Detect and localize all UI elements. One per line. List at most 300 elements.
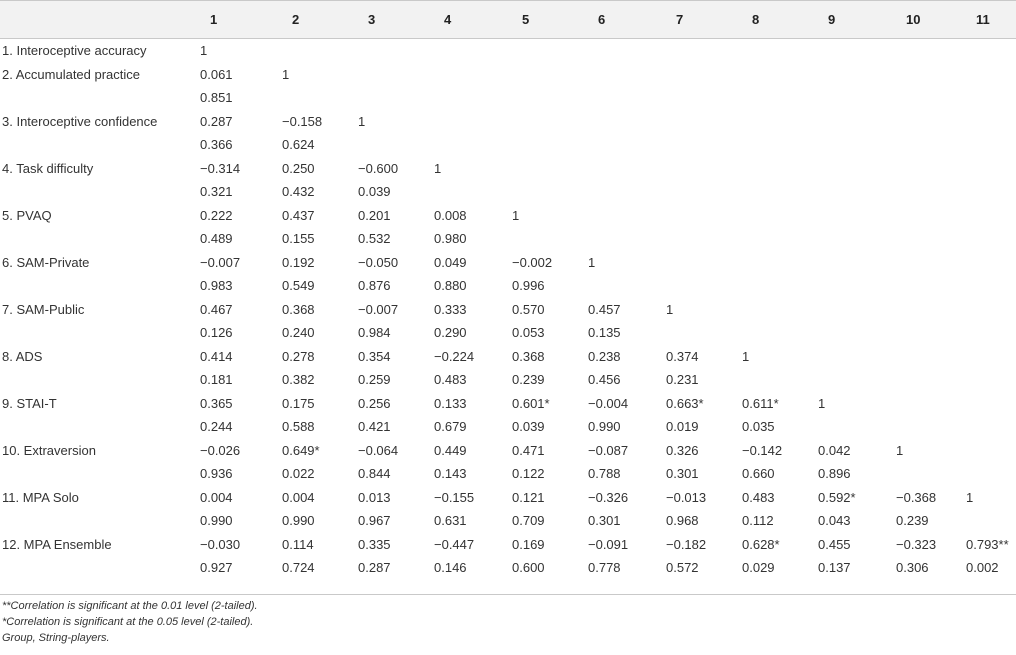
correlation-cell: 1 bbox=[358, 113, 366, 129]
table-row bbox=[0, 345, 1016, 369]
p-value-cell bbox=[952, 180, 1016, 204]
p-value-cell: 0.155 bbox=[282, 231, 315, 246]
correlation-cell bbox=[652, 39, 728, 63]
p-value-cell: 0.287 bbox=[358, 560, 391, 575]
p-value-cell: 0.990 bbox=[588, 419, 621, 434]
p-value-cell bbox=[498, 86, 574, 110]
correlation-cell: −0.368 bbox=[896, 489, 937, 505]
correlation-cell: −0.064 bbox=[358, 442, 399, 458]
correlation-cell: 0.354 bbox=[358, 348, 391, 364]
p-value-cell bbox=[882, 86, 952, 110]
table-row bbox=[0, 392, 1016, 416]
correlation-cell: 0.649* bbox=[282, 442, 320, 458]
header-cell-10: 10 bbox=[882, 1, 952, 39]
correlation-cell: 0.437 bbox=[282, 207, 315, 223]
row-label-empty bbox=[0, 556, 186, 580]
correlation-cell bbox=[574, 63, 652, 87]
correlation-cell: 0.042 bbox=[818, 442, 851, 458]
correlation-cell: −0.007 bbox=[200, 254, 241, 270]
p-value-cell: 0.983 bbox=[200, 278, 233, 293]
p-value-cell: 0.456 bbox=[588, 372, 621, 387]
correlation-cell bbox=[652, 157, 728, 181]
p-value-cell: 0.231 bbox=[666, 372, 699, 387]
p-value-cell: 0.301 bbox=[666, 466, 699, 481]
p-value-cell bbox=[652, 86, 728, 110]
correlation-cell: 0.457 bbox=[588, 301, 621, 317]
correlation-cell: 0.455 bbox=[818, 536, 851, 552]
row-label: 4. Task difficulty bbox=[2, 160, 94, 176]
p-value-cell: 0.844 bbox=[358, 466, 391, 481]
row-label: 2. Accumulated practice bbox=[2, 66, 141, 82]
table-row bbox=[0, 415, 1016, 439]
p-value-cell: 0.022 bbox=[282, 466, 315, 481]
correlation-cell bbox=[652, 204, 728, 228]
row-label-empty bbox=[0, 509, 186, 533]
p-value-cell: 0.321 bbox=[200, 184, 233, 199]
correlation-cell bbox=[882, 63, 952, 87]
correlation-cell bbox=[420, 110, 498, 134]
correlation-cell bbox=[344, 39, 420, 63]
correlation-cell bbox=[574, 157, 652, 181]
p-value-cell: 0.035 bbox=[742, 419, 775, 434]
correlation-cell: 0.335 bbox=[358, 536, 391, 552]
header-cell-3: 3 bbox=[344, 1, 420, 39]
correlation-cell bbox=[804, 204, 882, 228]
correlation-cell bbox=[574, 39, 652, 63]
correlation-cell bbox=[652, 63, 728, 87]
correlation-cell bbox=[498, 63, 574, 87]
p-value-cell bbox=[344, 133, 420, 157]
correlation-cell bbox=[574, 204, 652, 228]
p-value-cell: 0.239 bbox=[896, 513, 929, 528]
p-value-cell bbox=[804, 368, 882, 392]
p-value-cell bbox=[652, 274, 728, 298]
p-value-cell: 0.660 bbox=[742, 466, 775, 481]
header-cell-9: 9 bbox=[804, 1, 882, 39]
correlation-cell bbox=[882, 110, 952, 134]
correlation-cell bbox=[652, 251, 728, 275]
correlation-cell: −0.007 bbox=[358, 301, 399, 317]
row-label-empty bbox=[0, 133, 186, 157]
p-value-cell bbox=[652, 180, 728, 204]
footnote-significance-001: **Correlation is significant at the 0.01 level (2-tailed). bbox=[2, 600, 258, 612]
correlation-cell bbox=[952, 298, 1016, 322]
p-value-cell bbox=[804, 227, 882, 251]
p-value-cell: 0.135 bbox=[588, 325, 621, 340]
correlation-cell bbox=[728, 110, 804, 134]
table-row bbox=[0, 533, 1016, 557]
correlation-cell bbox=[574, 110, 652, 134]
correlation-cell: 0.483 bbox=[742, 489, 775, 505]
p-value-cell: 0.146 bbox=[434, 560, 467, 575]
correlation-cell bbox=[952, 157, 1016, 181]
correlation-cell bbox=[804, 251, 882, 275]
correlation-cell bbox=[652, 110, 728, 134]
correlation-cell bbox=[882, 392, 952, 416]
row-label-empty bbox=[0, 368, 186, 392]
row-label-empty bbox=[0, 274, 186, 298]
p-value-cell bbox=[952, 86, 1016, 110]
correlation-cell: −0.600 bbox=[358, 160, 399, 176]
p-value-cell: 0.244 bbox=[200, 419, 233, 434]
p-value-cell: 0.483 bbox=[434, 372, 467, 387]
correlation-cell: 1 bbox=[282, 66, 290, 82]
correlation-cell: 0.175 bbox=[282, 395, 315, 411]
correlation-cell bbox=[804, 157, 882, 181]
correlation-cell: −0.155 bbox=[434, 489, 475, 505]
correlation-cell bbox=[498, 39, 574, 63]
correlation-cell: −0.447 bbox=[434, 536, 475, 552]
correlation-cell: 0.133 bbox=[434, 395, 467, 411]
correlation-cell: 1 bbox=[818, 395, 826, 411]
table-row bbox=[0, 204, 1016, 228]
p-value-cell: 0.996 bbox=[512, 278, 545, 293]
p-value-cell bbox=[420, 133, 498, 157]
header-cell-2: 2 bbox=[268, 1, 344, 39]
p-value-cell bbox=[652, 133, 728, 157]
correlation-cell: −0.002 bbox=[512, 254, 553, 270]
correlation-cell bbox=[344, 63, 420, 87]
correlation-cell bbox=[498, 157, 574, 181]
correlation-cell bbox=[804, 345, 882, 369]
p-value-cell bbox=[882, 415, 952, 439]
row-label-empty bbox=[0, 86, 186, 110]
header-cell-7: 7 bbox=[652, 1, 728, 39]
correlation-cell: 0.121 bbox=[512, 489, 545, 505]
correlation-cell: −0.314 bbox=[200, 160, 241, 176]
table-row bbox=[0, 133, 1016, 157]
correlation-cell: −0.142 bbox=[742, 442, 783, 458]
p-value-cell bbox=[882, 321, 952, 345]
correlation-cell: −0.158 bbox=[282, 113, 323, 129]
p-value-cell bbox=[728, 180, 804, 204]
p-value-cell bbox=[728, 368, 804, 392]
correlation-cell bbox=[952, 439, 1016, 463]
p-value-cell: 0.002 bbox=[966, 560, 999, 575]
table-row bbox=[0, 486, 1016, 510]
correlation-cell bbox=[728, 251, 804, 275]
row-label: 11. MPA Solo bbox=[2, 489, 79, 505]
p-value-cell bbox=[498, 133, 574, 157]
table-row bbox=[0, 86, 1016, 110]
row-label: 5. PVAQ bbox=[2, 207, 52, 223]
p-value-cell bbox=[804, 180, 882, 204]
p-value-cell: 0.624 bbox=[282, 137, 315, 152]
correlation-cell: 0.570 bbox=[512, 301, 545, 317]
p-value-cell: 0.968 bbox=[666, 513, 699, 528]
correlation-cell: 0.374 bbox=[666, 348, 699, 364]
correlation-cell: 0.278 bbox=[282, 348, 315, 364]
correlation-cell: −0.182 bbox=[666, 536, 707, 552]
correlation-cell: 0.250 bbox=[282, 160, 315, 176]
header-cell-4: 4 bbox=[420, 1, 498, 39]
correlation-cell: 0.008 bbox=[434, 207, 467, 223]
p-value-cell: 0.549 bbox=[282, 278, 315, 293]
correlation-cell: 0.061 bbox=[200, 66, 233, 82]
correlation-cell: 0.449 bbox=[434, 442, 467, 458]
correlation-cell bbox=[804, 63, 882, 87]
p-value-cell bbox=[420, 86, 498, 110]
table-row bbox=[0, 227, 1016, 251]
p-value-cell bbox=[574, 227, 652, 251]
table-row bbox=[0, 321, 1016, 345]
p-value-cell bbox=[882, 462, 952, 486]
p-value-cell: 0.980 bbox=[434, 231, 467, 246]
p-value-cell bbox=[728, 321, 804, 345]
correlation-cell: 0.238 bbox=[588, 348, 621, 364]
p-value-cell bbox=[882, 133, 952, 157]
correlation-cell: 1 bbox=[742, 348, 750, 364]
correlation-cell: −0.050 bbox=[358, 254, 399, 270]
p-value-cell: 0.984 bbox=[358, 325, 391, 340]
p-value-cell: 0.366 bbox=[200, 137, 233, 152]
header-cell-5: 5 bbox=[498, 1, 574, 39]
row-label: 6. SAM-Private bbox=[2, 254, 90, 270]
footnote-significance-005: *Correlation is significant at the 0.05 level (2-tailed). bbox=[2, 616, 254, 628]
p-value-cell: 0.851 bbox=[200, 90, 233, 105]
correlation-cell bbox=[728, 298, 804, 322]
row-label: 9. STAI-T bbox=[2, 395, 57, 411]
correlation-cell bbox=[952, 110, 1016, 134]
p-value-cell bbox=[882, 274, 952, 298]
table-row bbox=[0, 39, 1016, 63]
header-row bbox=[0, 1, 1016, 39]
correlation-cell: 0.333 bbox=[434, 301, 467, 317]
correlation-cell bbox=[882, 251, 952, 275]
correlation-cell: −0.326 bbox=[588, 489, 629, 505]
p-value-cell: 0.240 bbox=[282, 325, 315, 340]
correlation-cell: 1 bbox=[666, 301, 674, 317]
p-value-cell: 0.239 bbox=[512, 372, 545, 387]
p-value-cell bbox=[728, 274, 804, 298]
p-value-cell: 0.788 bbox=[588, 466, 621, 481]
p-value-cell: 0.679 bbox=[434, 419, 467, 434]
p-value-cell bbox=[952, 227, 1016, 251]
header-cell-1: 1 bbox=[186, 1, 268, 39]
p-value-cell bbox=[652, 321, 728, 345]
p-value-cell: 0.896 bbox=[818, 466, 851, 481]
correlation-cell: 0.467 bbox=[200, 301, 233, 317]
table-row bbox=[0, 157, 1016, 181]
p-value-cell: 0.990 bbox=[200, 513, 233, 528]
correlation-cell: 1 bbox=[434, 160, 442, 176]
correlation-cell: 0.222 bbox=[200, 207, 233, 223]
correlation-cell bbox=[420, 63, 498, 87]
p-value-cell: 0.990 bbox=[282, 513, 315, 528]
correlation-cell bbox=[268, 39, 344, 63]
correlation-cell: 1 bbox=[896, 442, 904, 458]
p-value-cell bbox=[952, 462, 1016, 486]
correlation-cell: −0.013 bbox=[666, 489, 707, 505]
correlation-cell: 1 bbox=[588, 254, 596, 270]
p-value-cell: 0.112 bbox=[742, 513, 774, 528]
correlation-cell: 0.368 bbox=[512, 348, 545, 364]
p-value-cell bbox=[882, 368, 952, 392]
p-value-cell bbox=[728, 133, 804, 157]
row-label-empty bbox=[0, 227, 186, 251]
correlation-cell bbox=[882, 157, 952, 181]
p-value-cell: 0.421 bbox=[358, 419, 391, 434]
table-bottom-rule bbox=[0, 594, 1016, 595]
correlation-cell: 1 bbox=[966, 489, 974, 505]
correlation-cell: 1 bbox=[200, 43, 208, 58]
p-value-cell bbox=[952, 321, 1016, 345]
table-row bbox=[0, 368, 1016, 392]
table-row bbox=[0, 509, 1016, 533]
p-value-cell: 0.259 bbox=[358, 372, 391, 387]
p-value-cell bbox=[804, 133, 882, 157]
p-value-cell: 0.880 bbox=[434, 278, 467, 293]
correlation-cell bbox=[952, 345, 1016, 369]
table-row bbox=[0, 63, 1016, 87]
correlation-cell bbox=[952, 392, 1016, 416]
p-value-cell: 0.122 bbox=[512, 466, 545, 481]
correlation-cell: 0.004 bbox=[282, 489, 315, 505]
row-label: 12. MPA Ensemble bbox=[2, 536, 112, 552]
correlation-cell: 0.368 bbox=[282, 301, 315, 317]
p-value-cell bbox=[344, 86, 420, 110]
p-value-cell: 0.143 bbox=[434, 466, 467, 481]
correlation-cell: 0.169 bbox=[512, 536, 545, 552]
p-value-cell bbox=[804, 321, 882, 345]
correlation-cell bbox=[882, 204, 952, 228]
header-cell-8: 8 bbox=[728, 1, 804, 39]
row-label: 3. Interoceptive confidence bbox=[2, 113, 158, 129]
correlation-cell: 0.471 bbox=[512, 442, 545, 458]
p-value-cell: 0.927 bbox=[200, 560, 233, 575]
correlation-cell bbox=[952, 251, 1016, 275]
p-value-cell: 0.053 bbox=[512, 325, 545, 340]
p-value-cell: 0.936 bbox=[200, 466, 233, 481]
correlation-cell: 0.004 bbox=[200, 489, 233, 505]
correlation-cell: 0.049 bbox=[434, 254, 467, 270]
correlation-cell: 0.592* bbox=[818, 489, 856, 505]
p-value-cell: 0.306 bbox=[896, 560, 929, 575]
correlation-cell: −0.087 bbox=[588, 442, 629, 458]
table-row bbox=[0, 251, 1016, 275]
table-header bbox=[0, 1, 1016, 39]
correlation-cell bbox=[952, 63, 1016, 87]
p-value-cell: 0.039 bbox=[512, 419, 545, 434]
correlation-cell: 0.365 bbox=[200, 395, 233, 411]
table-body bbox=[0, 39, 1016, 580]
correlation-cell bbox=[728, 204, 804, 228]
p-value-cell bbox=[952, 133, 1016, 157]
correlation-cell bbox=[804, 39, 882, 63]
p-value-cell: 0.631 bbox=[434, 513, 467, 528]
p-value-cell: 0.019 bbox=[666, 419, 699, 434]
table-row bbox=[0, 462, 1016, 486]
p-value-cell: 0.126 bbox=[200, 325, 233, 340]
correlation-cell: 0.013 bbox=[358, 489, 391, 505]
p-value-cell: 0.290 bbox=[434, 325, 467, 340]
p-value-cell bbox=[952, 274, 1016, 298]
p-value-cell: 0.709 bbox=[512, 513, 545, 528]
correlation-cell: 0.628* bbox=[742, 536, 780, 552]
p-value-cell: 0.039 bbox=[358, 184, 391, 199]
correlation-cell: 0.663* bbox=[666, 395, 704, 411]
p-value-cell bbox=[574, 86, 652, 110]
correlation-cell bbox=[420, 39, 498, 63]
p-value-cell: 0.432 bbox=[282, 184, 315, 199]
row-label-empty bbox=[0, 415, 186, 439]
correlation-cell: 0.793** bbox=[966, 536, 1009, 552]
row-label-empty bbox=[0, 180, 186, 204]
correlation-cell: 0.414 bbox=[200, 348, 233, 364]
row-label-empty bbox=[0, 321, 186, 345]
p-value-cell: 0.301 bbox=[588, 513, 621, 528]
p-value-cell: 0.029 bbox=[742, 560, 775, 575]
header-cell-variable bbox=[0, 1, 186, 39]
correlation-cell bbox=[728, 63, 804, 87]
correlation-cell: 1 bbox=[512, 207, 520, 223]
correlation-cell bbox=[952, 204, 1016, 228]
p-value-cell bbox=[952, 415, 1016, 439]
correlation-cell bbox=[882, 298, 952, 322]
p-value-cell bbox=[574, 274, 652, 298]
correlation-cell: −0.004 bbox=[588, 395, 629, 411]
p-value-cell bbox=[498, 227, 574, 251]
table-row bbox=[0, 439, 1016, 463]
p-value-cell bbox=[574, 180, 652, 204]
correlation-cell: 0.611* bbox=[742, 395, 779, 411]
p-value-cell: 0.043 bbox=[818, 513, 851, 528]
p-value-cell bbox=[804, 274, 882, 298]
row-label: 8. ADS bbox=[2, 348, 43, 364]
p-value-cell bbox=[498, 180, 574, 204]
p-value-cell bbox=[728, 86, 804, 110]
p-value-cell: 0.137 bbox=[818, 560, 851, 575]
correlation-cell: −0.091 bbox=[588, 536, 629, 552]
p-value-cell: 0.876 bbox=[358, 278, 391, 293]
correlation-cell: 0.114 bbox=[282, 536, 314, 552]
header-cell-6: 6 bbox=[574, 1, 652, 39]
p-value-cell bbox=[728, 227, 804, 251]
correlation-cell bbox=[882, 345, 952, 369]
row-label: 1. Interoceptive accuracy bbox=[2, 43, 147, 58]
correlation-cell bbox=[728, 157, 804, 181]
p-value-cell: 0.489 bbox=[200, 231, 233, 246]
p-value-cell bbox=[952, 368, 1016, 392]
table-row bbox=[0, 110, 1016, 134]
correlation-cell bbox=[804, 298, 882, 322]
row-label-empty bbox=[0, 462, 186, 486]
p-value-cell: 0.967 bbox=[358, 513, 391, 528]
header-cell-11: 11 bbox=[952, 1, 1016, 39]
p-value-cell bbox=[882, 227, 952, 251]
p-value-cell: 0.532 bbox=[358, 231, 391, 246]
p-value-cell bbox=[420, 180, 498, 204]
correlation-cell: 0.326 bbox=[666, 442, 699, 458]
table-footnotes bbox=[2, 598, 258, 646]
correlation-cell bbox=[804, 110, 882, 134]
table-row bbox=[0, 274, 1016, 298]
p-value-cell bbox=[804, 86, 882, 110]
p-value-cell: 0.181 bbox=[200, 372, 233, 387]
p-value-cell: 0.724 bbox=[282, 560, 315, 575]
correlation-cell: 0.256 bbox=[358, 395, 391, 411]
correlation-cell bbox=[498, 110, 574, 134]
correlation-cell: 0.201 bbox=[358, 207, 391, 223]
correlation-cell bbox=[728, 39, 804, 63]
p-value-cell: 0.382 bbox=[282, 372, 315, 387]
p-value-cell: 0.588 bbox=[282, 419, 315, 434]
correlation-cell: 0.601* bbox=[512, 395, 550, 411]
row-label: 7. SAM-Public bbox=[2, 301, 85, 317]
p-value-cell bbox=[574, 133, 652, 157]
p-value-cell bbox=[804, 415, 882, 439]
correlation-cell: −0.323 bbox=[896, 536, 937, 552]
